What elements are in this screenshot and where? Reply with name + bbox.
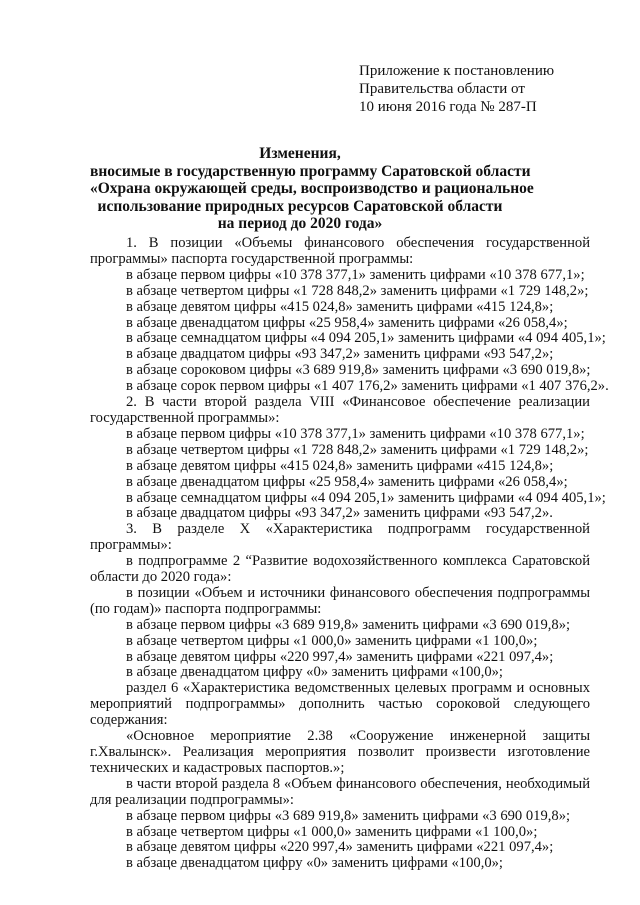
section-8-item: в абзаце девятом цифры «220 997,4» заменить цифрами «221 097,4»; [126,839,554,856]
section-8-part-2-intro: в части второй раздела 8 «Объем финансового обеспечения, необходимый для реализации подпрограммы»: [90,775,590,808]
title-line-3: «Охрана окружающей среды, воспроизводство и рациональное [90,180,534,197]
section-2-item: в абзаце первом цифры «10 378 377,1» заменить цифрами «10 378 677,1»; [126,425,585,442]
attachment-note [359,62,619,116]
position-item: в абзаце первом цифры «3 689 919,8» заменить цифрами «3 690 019,8»; [126,616,571,633]
subprogram-2-intro: в подпрограмме 2 “Развитие водохозяйственного комплекса Саратовской области до 2020 года»: [90,553,590,586]
position-item: в абзаце девятом цифры «220 997,4» заменить цифрами «221 097,4»; [126,648,554,665]
title-line-4: использование природных ресурсов Саратовской области [97,197,503,215]
section-6-addition: раздел 6 «Характеристика ведомственных целевых программ и основных мероприятий подпрограммы» дополнить частью сороковой следующего содержания: [90,680,590,729]
position-intro: в позиции «Объем и источники финансового обеспечения подпрограммы (по годам)» паспорта подпрограммы: [90,584,590,617]
section-1-item: в абзаце сороковом цифры «3 689 919,8» заменить цифрами «3 690 019,8»; [126,362,591,379]
section-2-item: в абзаце девятом цифры «415 024,8» заменить цифрами «415 124,8»; [126,457,554,474]
section-1-item: в абзаце двадцатом цифры «93 347,2» заменить цифрами «93 547,2»; [126,346,554,363]
section-1-item: в абзаце девятом цифры «415 024,8» заменить цифрами «415 124,8»; [126,298,554,315]
title-line-2: вносимые в государственную программу Саратовской области [90,162,531,180]
section-1-item: в абзаце сорок первом цифры «1 407 176,2» заменить цифрами «1 407 376,2». [126,378,609,395]
section-1-item: в абзаце двенадцатом цифры «25 958,4» заменить цифрами «26 058,4»; [126,314,568,331]
title-line-5: на период до 2020 года» [217,215,383,232]
section-3-intro: 3. В разделе X «Характеристика подпрограмм государственной программы»: [90,521,590,554]
position-item: в абзаце двенадцатом цифру «0» заменить цифрами «100,0»; [126,664,503,681]
position-item: в абзаце четвертом цифры «1 000,0» заменить цифрами «1 100,0»; [126,632,538,649]
section-1-intro: 1. В позиции «Объемы финансового обеспечения государственной программы» паспорта государственной программы: [90,235,590,267]
section-1-item: в абзаце четвертом цифры «1 728 848,2» заменить цифрами «1 729 148,2»; [126,282,589,299]
attachment-line-2: Правительства области от [359,81,525,97]
attachment-line-3: 10 июня 2016 года № 287-П [359,99,537,115]
section-2-item: в абзаце двенадцатом цифры «25 958,4» заменить цифрами «26 058,4»; [126,473,568,490]
section-2-item: в абзаце четвертом цифры «1 728 848,2» заменить цифрами «1 729 148,2»; [126,441,589,458]
section-8-item: в абзаце четвертом цифры «1 000,0» заменить цифрами «1 100,0»; [126,823,538,840]
title-line-1: Изменения, [259,145,341,162]
document-title [90,145,534,233]
document-body [90,235,609,872]
section-8-item: в абзаце первом цифры «3 689 919,8» заменить цифрами «3 690 019,8»; [126,807,571,824]
measure-quote: «Основное мероприятие 2.38 «Сооружение инженерной защиты г.Хвалынск». Реализация мероприятия позволит произвести изготовление технических и кадастровых паспортов.»; [90,728,590,776]
section-1-item: в абзаце первом цифры «10 378 377,1» заменить цифрами «10 378 677,1»; [126,266,585,283]
section-2-item: в абзаце двадцатом цифры «93 347,2» заменить цифрами «93 547,2». [126,505,553,522]
section-2-item: в абзаце семнадцатом цифры «4 094 205,1» заменить цифрами «4 094 405,1»; [126,489,606,506]
section-2-intro: 2. В части второй раздела VIII «Финансовое обеспечение реализации государственной программы»: [90,394,590,426]
attachment-line-1: Приложение к постановлению [359,63,555,79]
section-1-item: в абзаце семнадцатом цифры «4 094 205,1» заменить цифрами «4 094 405,1»; [126,330,606,347]
section-8-item: в абзаце двенадцатом цифру «0» заменить цифрами «100,0»; [126,855,503,872]
